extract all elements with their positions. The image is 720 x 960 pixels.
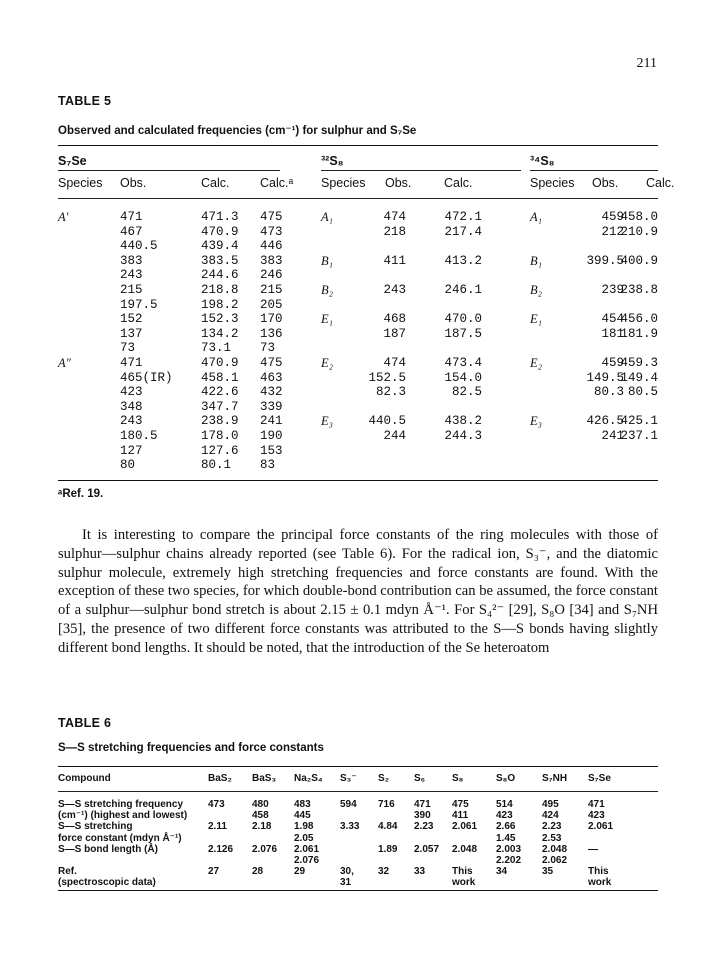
- table6-cell: 2.66: [496, 821, 516, 833]
- table6-cell: force constant (mdyn Å⁻¹): [58, 832, 182, 844]
- table6-top-rule: [58, 766, 658, 767]
- group-rule-34s8: [530, 170, 658, 171]
- table5-cell: 134.2: [201, 326, 239, 341]
- table5-cell: 127: [120, 443, 143, 458]
- table5-cell: 210.9: [620, 224, 658, 239]
- table5-cell: 237.1: [620, 429, 658, 443]
- table6-header-rule: [58, 791, 658, 792]
- group-rule-s7se: [58, 170, 280, 171]
- table6-cell: 29: [294, 866, 306, 878]
- table6-header-cell: Na₂S₄: [294, 773, 323, 784]
- group-34s8: ³⁴S₈: [530, 154, 555, 168]
- table5-cell: 246: [260, 268, 283, 283]
- table6-header-cell: Compound: [58, 773, 111, 784]
- table5-cell: 80.5: [627, 385, 658, 400]
- table5-cell: 473.4: [444, 356, 482, 370]
- table5-cell: 149.5: [586, 370, 624, 385]
- table5-cell: 152.5: [368, 370, 406, 385]
- table5-cell: A₁: [321, 210, 333, 224]
- table5-cell: 473: [260, 224, 283, 239]
- table5-cell: 181.9: [620, 326, 658, 341]
- table5-row: [58, 400, 658, 415]
- table5-row: [58, 312, 658, 327]
- table6-cell: 2.003: [496, 843, 522, 855]
- table5-cell: 170: [260, 312, 283, 327]
- table6-cell: 3.33: [340, 821, 360, 833]
- table5-row: [58, 341, 658, 356]
- table5-row: [58, 371, 658, 386]
- table5-cell: 239: [601, 283, 624, 297]
- table6-cell: 514: [496, 799, 513, 810]
- table5-cell: 470.9: [201, 356, 239, 370]
- table6-header-cell: BaS₃: [252, 773, 277, 784]
- table5-row: [58, 385, 658, 400]
- col-calc-34: Calc.: [646, 176, 675, 190]
- table6-cell: 35: [542, 866, 554, 878]
- table6-cell: 2.23: [414, 821, 434, 833]
- table5-row: [58, 356, 658, 371]
- table5-cell: 243: [383, 283, 406, 297]
- table6-cell: —: [588, 843, 598, 855]
- table6-cell: 2.53: [542, 832, 562, 844]
- table6-cell: 483: [294, 799, 311, 810]
- table5-row: [58, 268, 658, 283]
- table5-row: [58, 225, 658, 240]
- table6-cell: 390: [414, 810, 431, 822]
- table5-cell: 471.3: [201, 210, 239, 224]
- table6-cell: 34: [496, 866, 508, 878]
- table5-cell: 446: [260, 239, 283, 254]
- paragraph: It is interesting to compare the principal force constants of the ring molecules with those of sulphur—sulphur chains already reported (see Table 6). For the radical ion, S₃⁻, and the diatomic sulphur molecule, extremely high stretching frequencies and force constants are found. With the exception of these two species, for which double-bond contribution can be assumed, the force constant of a sulphur—sulphur bond stretch is about 2.15 ± 0.1 mdyn Å⁻¹. For S₄²⁻ [29], S₈O [34] and S₇NH [35], the presence of two different force constants was attributed to the S—S bonds having slightly different bond lengths. It should be noted, that the introduction of the Se heteroatom: [58, 527, 658, 656]
- table5-cell: 212: [601, 224, 624, 239]
- table5-cell: 82.3: [375, 385, 406, 400]
- table5-cell: A₁: [530, 210, 542, 224]
- table6-row: [58, 799, 658, 810]
- table5-cell: 217.4: [444, 224, 482, 239]
- table6-cell: 2.057: [414, 843, 440, 855]
- table6-cell: S—S stretching frequency: [58, 799, 184, 810]
- table5-cell: 470.9: [201, 224, 239, 239]
- table6-bottom-rule: [58, 890, 658, 891]
- table5-cell: B₁: [321, 253, 333, 268]
- table5-row: [58, 458, 658, 473]
- table5-top-rule: [58, 145, 658, 146]
- table5-cell: 73: [260, 341, 276, 356]
- table5-cell: 459: [601, 210, 624, 224]
- table5-row: [58, 327, 658, 342]
- table6-row: [58, 821, 658, 832]
- table5-cell: 178.0: [201, 429, 239, 443]
- table6-row: [58, 844, 658, 855]
- table5-cell: 187: [383, 326, 406, 341]
- table6-cell: (cm⁻¹) (highest and lowest): [58, 810, 188, 822]
- table5-cell: 187.5: [444, 326, 482, 341]
- table6-cell: 2.076: [294, 855, 320, 866]
- table5-cell: 475: [260, 210, 283, 224]
- table5-cell: 246.1: [444, 283, 482, 297]
- table6-cell: 716: [378, 799, 395, 810]
- table5-cell: 425.1: [620, 414, 658, 429]
- table5-cell: 454: [601, 312, 624, 327]
- table6-row: [58, 833, 658, 844]
- table5-cell: 456.0: [620, 312, 658, 327]
- table6-cell: 2.061: [588, 821, 614, 833]
- table6-cell: 411: [452, 810, 469, 822]
- table6-row: [58, 877, 658, 888]
- table5-cell: 197.5: [120, 297, 158, 312]
- table6-header-cell: S₂: [378, 773, 390, 784]
- table5-cell: E₂: [321, 356, 333, 370]
- table6-cell: S—S bond length (Å): [58, 843, 158, 855]
- table5-cell: E₃: [321, 414, 333, 429]
- table5-cell: 244.6: [201, 268, 239, 283]
- table6-cell: (spectroscopic data): [58, 877, 156, 889]
- table5-cell: 80: [120, 458, 136, 473]
- table5-cell: 80.3: [593, 385, 624, 400]
- table6-cell: 471: [414, 799, 431, 810]
- group-32s8: ³²S₈: [321, 154, 344, 168]
- page-number: 211: [636, 56, 657, 71]
- table5-cell: 238.9: [201, 414, 239, 429]
- table6-cell: 2.061: [294, 843, 320, 855]
- table5-cell: 198.2: [201, 297, 239, 312]
- table5-cell: 400.9: [620, 253, 658, 268]
- table5-cell: 152.3: [201, 312, 239, 327]
- table5-row: [58, 298, 658, 313]
- table5-cell: 136: [260, 326, 283, 341]
- table6-cell: work: [588, 877, 612, 889]
- table5-cell: E₁: [530, 312, 542, 327]
- table5-cell: 470.0: [444, 312, 482, 327]
- table6-cell: 2.048: [542, 843, 568, 855]
- table5-cell: 218.8: [201, 283, 239, 297]
- table5-row: [58, 210, 658, 225]
- table5-cell: 348: [120, 399, 143, 414]
- table6-cell: 2.076: [252, 843, 278, 855]
- table6-header-cell: S₇NH: [542, 773, 568, 784]
- table5-cell: 383: [120, 253, 143, 268]
- table5-cell: B₂: [321, 283, 333, 297]
- table5-cell: 426.5: [586, 414, 624, 429]
- table5-cell: B₁: [530, 253, 542, 268]
- table6-cell: 2.126: [208, 843, 234, 855]
- table5-cell: 190: [260, 429, 283, 443]
- table6-cell: 31: [340, 877, 352, 889]
- table5-cell: 80.1: [201, 458, 232, 473]
- table5-cell: 440.5: [120, 239, 158, 254]
- table5-cell: 474: [383, 356, 406, 370]
- table5-cell: 465(IR): [120, 370, 173, 385]
- table6-cell: 32: [378, 866, 390, 878]
- table5-cell: 399.5: [586, 253, 624, 268]
- table5-cell: 458.1: [201, 370, 239, 385]
- table6-cell: 594: [340, 799, 357, 810]
- table6-header-cell: S₈: [452, 773, 464, 784]
- table5-row: [58, 414, 658, 429]
- col-species-32: Species: [321, 176, 366, 190]
- col-obs-32: Obs.: [385, 176, 412, 190]
- table6-cell: 2.062: [542, 855, 568, 866]
- table6-cell: 30,: [340, 866, 354, 878]
- table6-cell: 2.23: [542, 821, 562, 833]
- table5-cell: 180.5: [120, 429, 158, 443]
- table5-header-rule: [58, 198, 658, 199]
- table5-footnote: ᵃRef. 19.: [58, 488, 104, 500]
- table5-cell: 474: [383, 210, 406, 224]
- table6-cell: 473: [208, 799, 225, 810]
- table6-cell: 2.061: [452, 821, 478, 833]
- table5-bottom-rule: [58, 480, 658, 481]
- table5-cell: 468: [383, 312, 406, 327]
- table6-header-cell: BaS₂: [208, 773, 232, 784]
- table5-caption: Observed and calculated frequencies (cm⁻¹) for sulphur and S₇Se: [58, 125, 417, 137]
- col-obs-34: Obs.: [592, 176, 619, 190]
- table6-cell: work: [452, 877, 476, 889]
- table6-caption: S—S stretching frequencies and force constants: [58, 742, 324, 754]
- table5-cell: 413.2: [444, 253, 482, 268]
- table5-cell: 149.4: [620, 370, 658, 385]
- col-species-34: Species: [530, 176, 575, 190]
- table6-cell: 2.048: [452, 843, 478, 855]
- table5-cell: 475: [260, 356, 283, 370]
- table5-row: [58, 239, 658, 254]
- table5-cell: 467: [120, 224, 143, 239]
- table5-cell: B₂: [530, 283, 542, 297]
- table5-cell: 383.5: [201, 253, 239, 268]
- table5-cell: E₂: [530, 356, 542, 370]
- table5-cell: 241: [601, 429, 624, 443]
- table5-cell: 153: [260, 443, 283, 458]
- table5-cell: 73.1: [201, 341, 232, 356]
- table5-cell: 215: [120, 283, 143, 297]
- col-calc: Calc.: [201, 176, 230, 190]
- table5-cell: 411: [383, 253, 406, 268]
- table5-cell: 137: [120, 326, 143, 341]
- table6-header-cell: S₈O: [496, 773, 516, 784]
- table5-row: [58, 444, 658, 459]
- table6-cell: 423: [496, 810, 513, 822]
- table6-cell: 2.05: [294, 832, 314, 844]
- body-text: [58, 526, 658, 658]
- table5-cell: 423: [120, 385, 143, 400]
- table5-cell: 472.1: [444, 210, 482, 224]
- table6-cell: 458: [252, 810, 269, 822]
- table6-row: [58, 866, 658, 877]
- table5-cell: 218: [383, 224, 406, 239]
- table5-cell: 244: [383, 429, 406, 443]
- table6-cell: This: [588, 866, 609, 878]
- table5-cell: A′: [58, 210, 69, 224]
- table5-cell: 243: [120, 268, 143, 283]
- col-species: Species: [58, 176, 103, 190]
- table6-cell: 2.11: [208, 821, 227, 833]
- table5-row: [58, 283, 658, 298]
- group-s7se: S₇Se: [58, 154, 87, 168]
- table5-cell: 238.8: [620, 283, 658, 297]
- table5-cell: A″: [58, 356, 71, 370]
- table5-cell: 127.6: [201, 443, 239, 458]
- table6-cell: 495: [542, 799, 559, 810]
- table5-cell: 215: [260, 283, 283, 297]
- table6-cell: S—S stretching: [58, 821, 133, 833]
- table5-row: [58, 429, 658, 444]
- table5-cell: 152: [120, 312, 143, 327]
- table5-cell: 438.2: [444, 414, 482, 429]
- table5-cell: 458.0: [620, 210, 658, 224]
- table6-cell: 27: [208, 866, 220, 878]
- table5-cell: 339: [260, 399, 283, 414]
- table5-cell: 241: [260, 414, 283, 429]
- table6-cell: Ref.: [58, 866, 77, 878]
- table6-header-cell: S₆: [414, 773, 426, 784]
- table5-cell: 82.5: [451, 385, 482, 400]
- table5-cell: 471: [120, 210, 143, 224]
- table5-cell: 244.3: [444, 429, 482, 443]
- table6-cell: 2.18: [252, 821, 272, 833]
- table5-cell: 83: [260, 458, 276, 473]
- table6-header-cell: S₃⁻: [340, 773, 357, 784]
- group-rule-32s8: [321, 170, 521, 171]
- table6-cell: 1.89: [378, 843, 398, 855]
- table6-row: [58, 810, 658, 821]
- table6-cell: 475: [452, 799, 469, 810]
- table5-cell: 154.0: [444, 370, 482, 385]
- table6-header-cell: S₇Se: [588, 773, 611, 784]
- table5-cell: 181: [601, 326, 624, 341]
- table6-cell: 480: [252, 799, 269, 810]
- table6-cell: 1.98: [294, 821, 314, 833]
- table5-cell: 422.6: [201, 385, 239, 400]
- table6-cell: 445: [294, 810, 311, 822]
- table5-cell: 459.3: [620, 356, 658, 370]
- table6-cell: This: [452, 866, 473, 878]
- col-calc-32: Calc.: [444, 176, 473, 190]
- table5-cell: 347.7: [201, 399, 239, 414]
- table5-cell: E₃: [530, 414, 542, 429]
- table5-cell: 205: [260, 297, 283, 312]
- table5-cell: E₁: [321, 312, 333, 327]
- table5-cell: 439.4: [201, 239, 239, 254]
- table6-cell: 423: [588, 810, 605, 822]
- table6-cell: 471: [588, 799, 605, 810]
- table5-row: [58, 254, 658, 269]
- table5-cell: 471: [120, 356, 143, 370]
- table5-cell: 243: [120, 414, 143, 429]
- table6-cell: 33: [414, 866, 426, 878]
- table6-cell: 4.84: [378, 821, 398, 833]
- table6-cell: 1.45: [496, 832, 516, 844]
- table6-label: TABLE 6: [58, 716, 112, 730]
- table6-cell: 28: [252, 866, 264, 878]
- table5-cell: 459: [601, 356, 624, 370]
- table5-cell: 383: [260, 253, 283, 268]
- table6-cell: 2.202: [496, 855, 522, 866]
- col-obs: Obs.: [120, 176, 147, 190]
- col-calc-a: Calc.ᵃ: [260, 176, 294, 190]
- table5-cell: 440.5: [368, 414, 406, 429]
- table5-cell: 432: [260, 385, 283, 400]
- table5-label: TABLE 5: [58, 94, 112, 108]
- table6-cell: 424: [542, 810, 559, 822]
- table6-row: [58, 855, 658, 866]
- table5-cell: 463: [260, 370, 283, 385]
- table5-cell: 73: [120, 341, 136, 356]
